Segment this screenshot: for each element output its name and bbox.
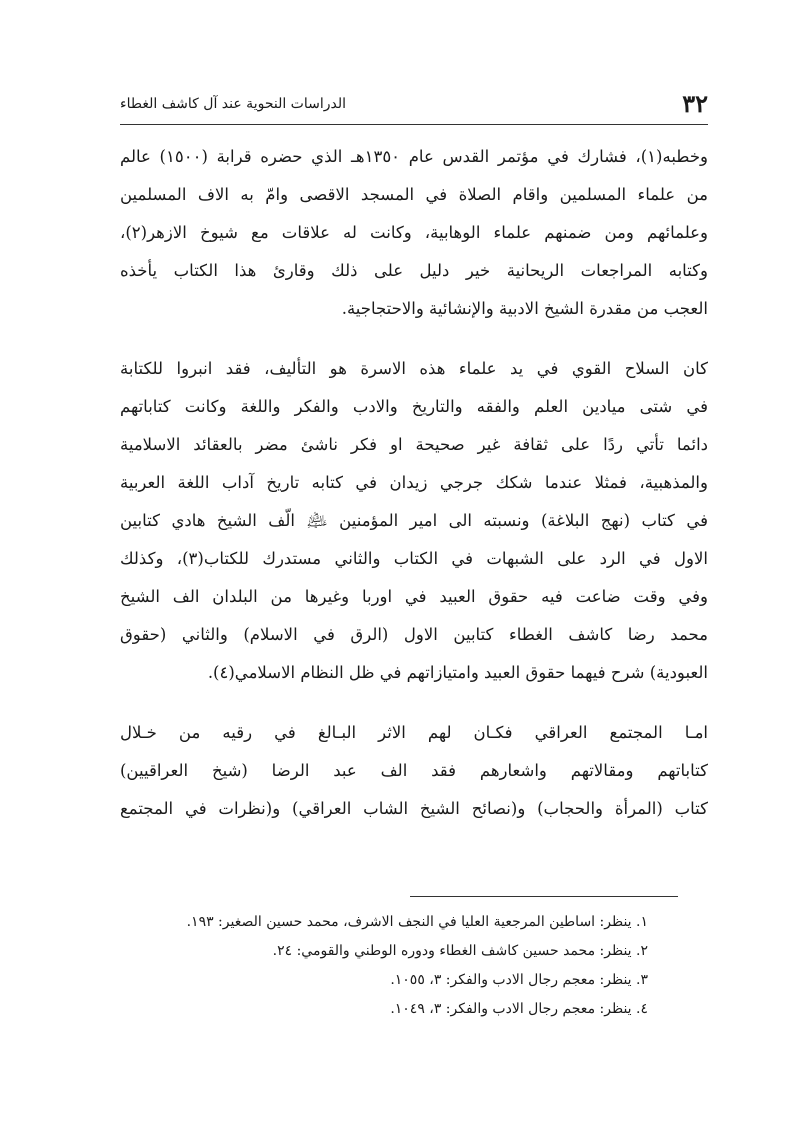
running-title: الدراسات النحوية عند آل كاشف الغطاء <box>120 96 347 112</box>
text-line: كتاباتهم ومقالاتهم واشعارهم فقد الف عبد الرضا (شيخ العراقيين) <box>120 761 708 780</box>
text-line: العجب من مقدرة الشيخ الادبية والإنشائية والاحتجاجية. <box>341 299 708 318</box>
paragraph-2 <box>120 350 708 692</box>
text-line: في شتى ميادين العلم والفقه والتاريخ والادب والفكر واللغة وكانت كتاباتهم <box>120 397 708 416</box>
footnote: ٣. ينظر: معجم رجال الادب والفكر: ٣، ١٠٥٥. <box>390 972 648 988</box>
page-number: ٣٢ <box>682 89 708 118</box>
text-line: والمذهبية، فمثلا عندما شكك جرجي زيدان في كتابه تاريخ آداب اللغة العربية <box>120 473 708 492</box>
text-line: امـا المجتمع العراقي فكـان لهم الاثر البـالغ في رقيه من خـلال <box>120 723 708 742</box>
footnote: ١. ينظر: اساطين المرجعية العليا في النجف الاشرف، محمد حسين الصغير: ١٩٣. <box>186 914 648 930</box>
text-line: دائما تأتي ردًا على ثقافة غير صحيحة او فكر ناشئ مضر بالعقائد الاسلامية <box>120 435 708 454</box>
text-line: العبودية) شرح فيهما حقوق العبيد وامتيازاتهم في ظل النظام الاسلامي(٤). <box>207 663 708 682</box>
text-line: كتاب (المرأة والحجاب) و(نصائح الشيخ الشاب العراقي) و(نظرات في المجتمع <box>120 799 708 818</box>
main-text <box>120 138 708 828</box>
header-divider <box>120 124 708 125</box>
text-line: كان السلاح القوي في يد علماء هذه الاسرة هو التأليف، فقد انبروا للكتابة <box>120 359 708 378</box>
paragraph-3 <box>120 714 708 828</box>
text-line: محمد رضا كاشف الغطاء كتابين الاول (الرق في الاسلام) والثاني (حقوق <box>120 625 708 644</box>
footnote: ٤. ينظر: معجم رجال الادب والفكر: ٣، ١٠٤٩. <box>390 1001 648 1017</box>
text-line: وكتابه المراجعات الريحانية خير دليل على ذلك وقارئ هذا الكتاب يأخذه <box>120 261 708 280</box>
footnote: ٢. ينظر: محمد حسين كاشف الغطاء ودوره الوطني والقومي: ٢٤. <box>272 943 648 959</box>
text-line: الاول في الرد على الشبهات في الكتاب والثاني مستدرك للكتاب(٣)، وكذلك <box>120 549 708 568</box>
text-line: وعلمائهم ومن ضمنهم علماء الوهابية، وكانت له علاقات مع شيوخ الازهر(٢)، <box>120 223 708 242</box>
text-line: في كتاب (نهج البلاغة) ونسبته الى امير المؤمنين ﵇ الّف الشيخ هادي كتابين <box>120 511 708 530</box>
text-line: من علماء المسلمين واقام الصلاة في المسجد الاقصى وامّ به الاف المسلمين <box>120 185 708 204</box>
page-header <box>120 86 708 122</box>
text-line: وخطبه(١)، فشارك في مؤتمر القدس عام ١٣٥٠هـ الذي حضره قرابة (١٥٠٠) عالم <box>120 147 708 166</box>
text-line: وفي وقت ضاعت فيه حقوق العبيد في اوربا وغيرها من البلدان الف الشيخ <box>120 587 708 606</box>
footnote-separator <box>410 896 678 897</box>
paragraph-1 <box>120 138 708 328</box>
footnotes <box>120 908 708 1024</box>
